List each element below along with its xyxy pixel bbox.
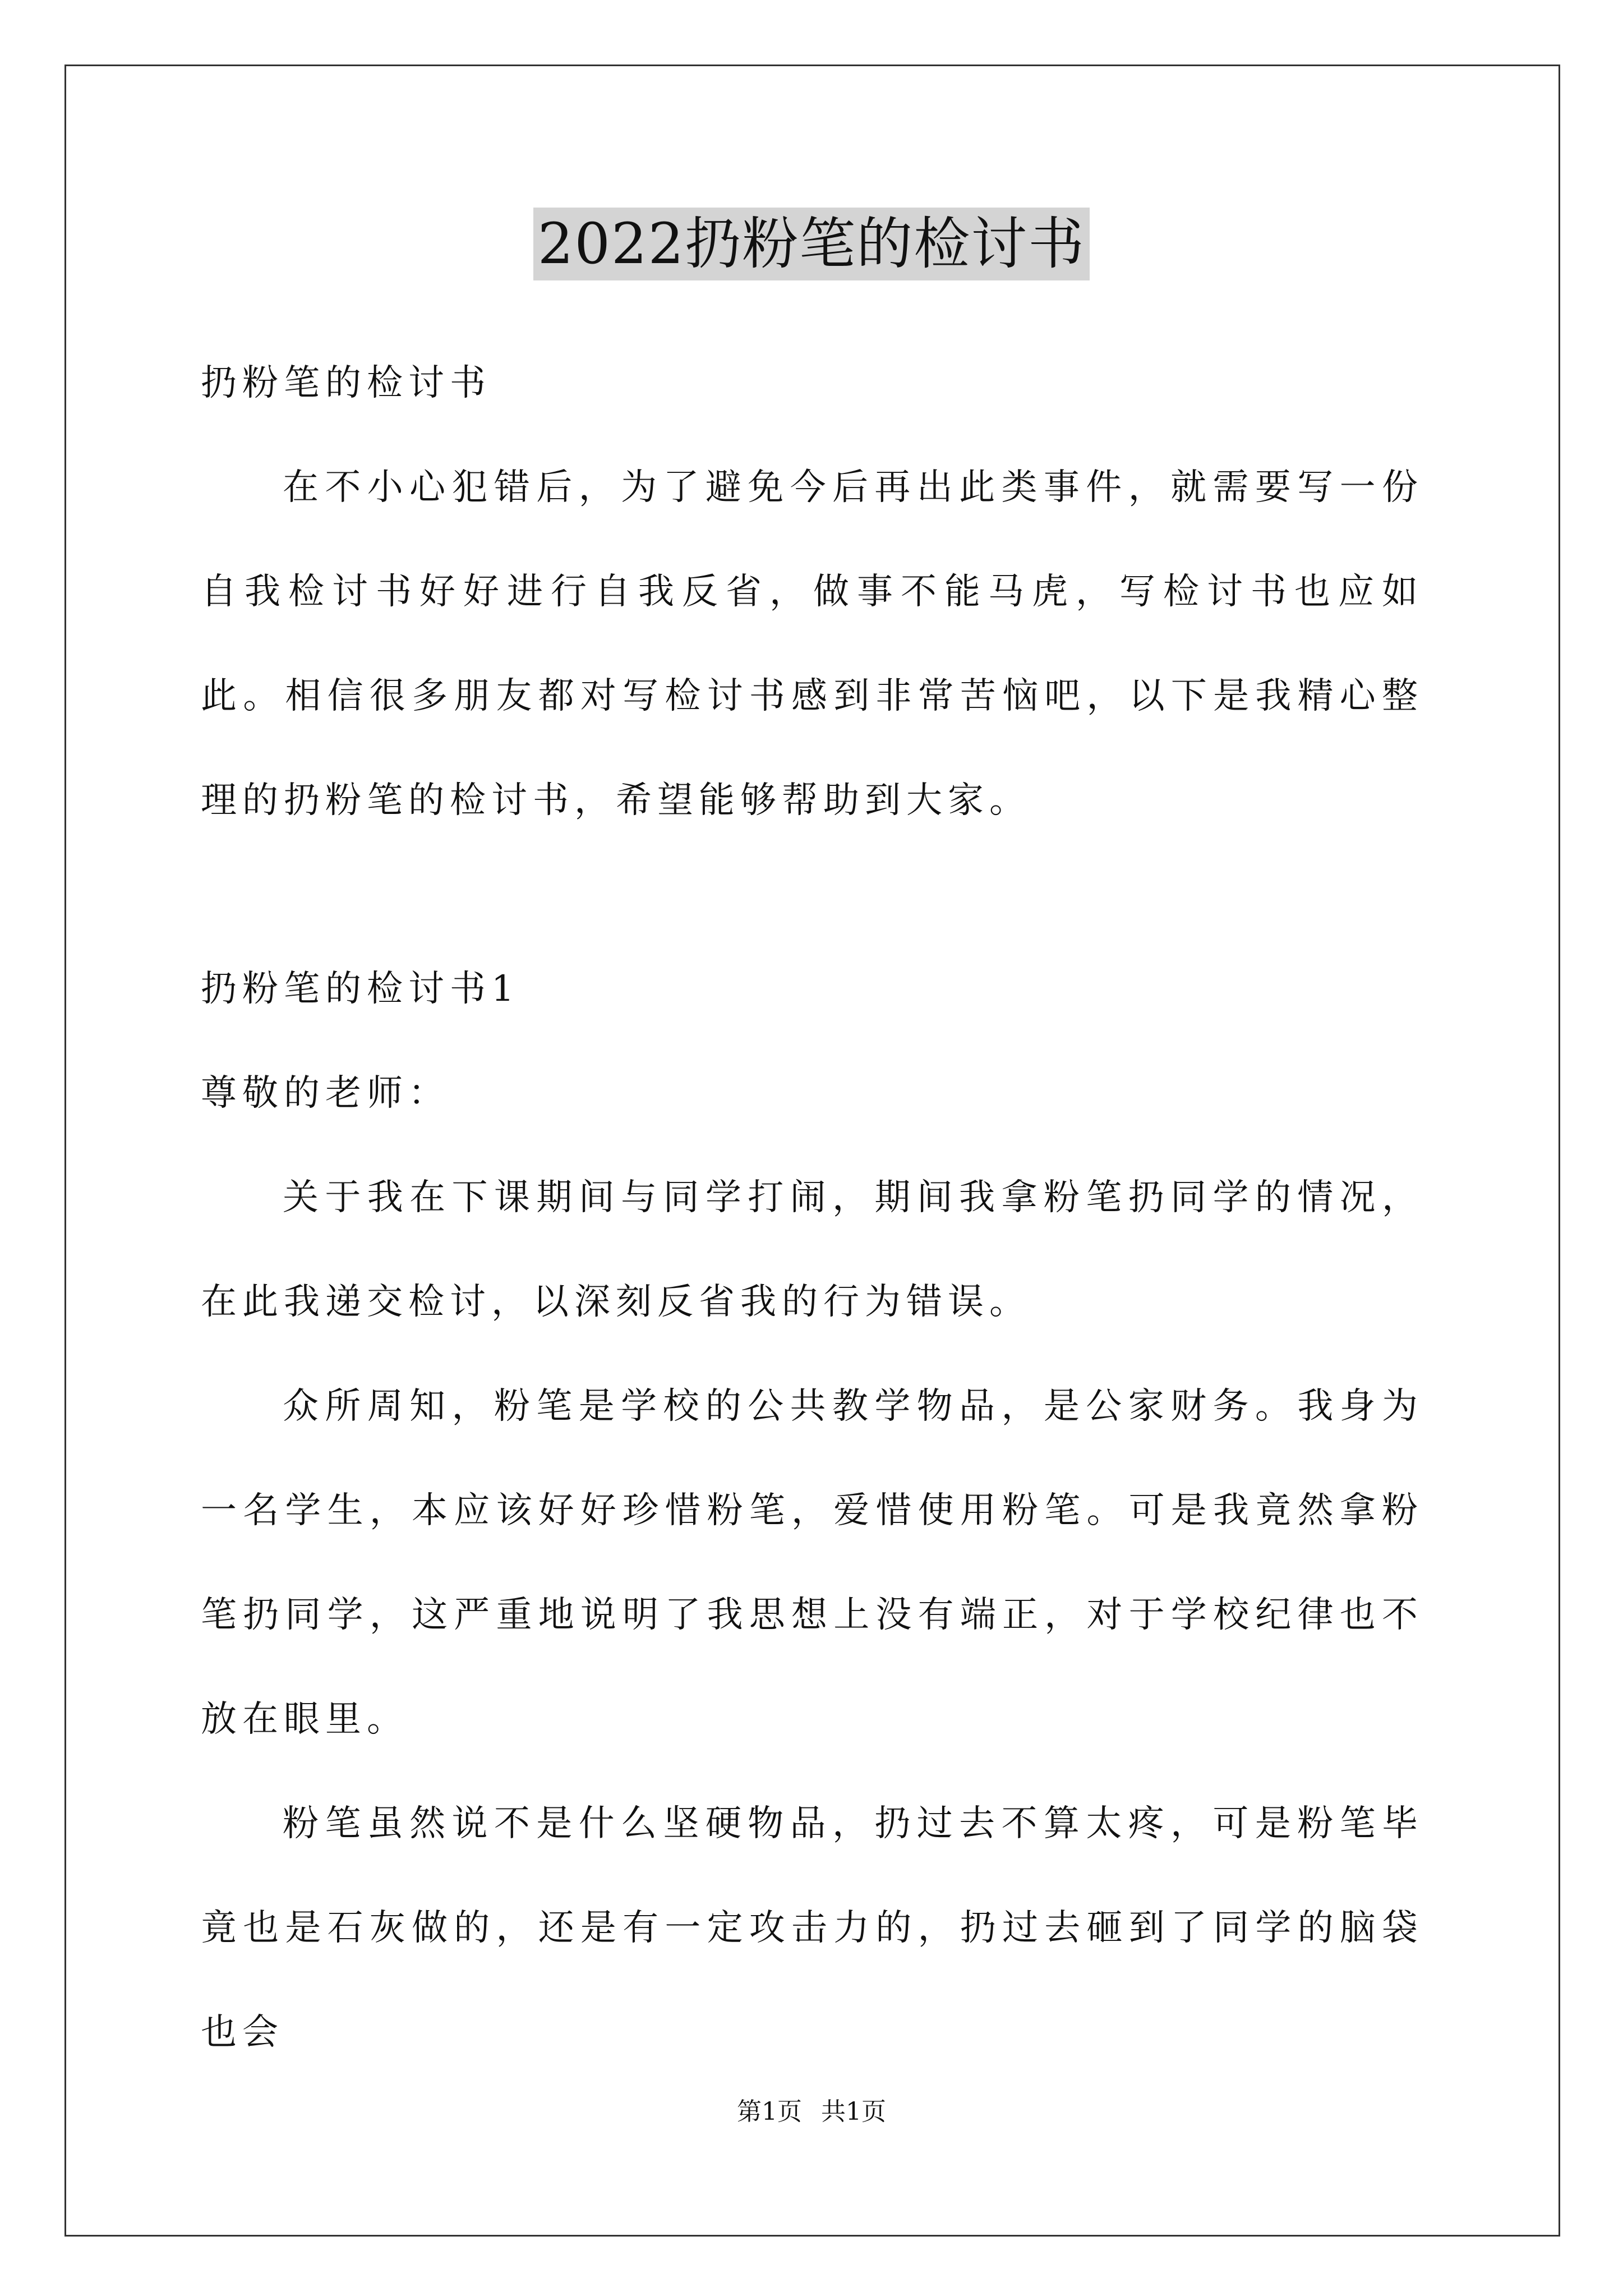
body-paragraph-3: 粉笔虽然说不是什么坚硬物品，扔过去不算太疼，可是粉笔毕竟也是石灰做的，还是有一定攻击力的，扔过去砸到了同学的脑袋也会	[201, 1803, 1423, 2053]
body-paragraph-2: 众所周知，粉笔是学校的公共教学物品，是公家财务。我身为一名学生，本应该好好珍惜粉笔，爱惜使用粉笔。可是我竟然拿粉笔扔同学，这严重地说明了我思想上没有端正，对于学校纪律也不放在眼里。	[201, 1386, 1423, 1740]
page-footer	[0, 2095, 1623, 2129]
intro-paragraph: 在不小心犯错后，为了避免今后再出此类事件，就需要写一份自我检讨书好好进行自我反省，做事不能马虎，写检讨书也应如此。相信很多朋友都对写检讨书感到非常苦恼吧，以下是我精心整理的扔粉笔的检讨书，希望能够帮助到大家。	[201, 467, 1423, 821]
section-heading: 扔粉笔的检讨书	[201, 362, 491, 404]
salutation: 尊敬的老师：	[201, 1073, 450, 1114]
body-paragraph-1: 关于我在下课期间与同学打闹，期间我拿粉笔扔同学的情况，在此我递交检讨，以深刻反省我的行为错误。	[201, 1177, 1423, 1323]
title-container	[0, 208, 1623, 280]
document-title: 2022扔粉笔的检讨书	[533, 208, 1090, 280]
page-number: 第1页	[737, 2097, 802, 2126]
letter-heading: 扔粉笔的检讨书1	[201, 968, 520, 1010]
page-total: 共1页	[821, 2097, 886, 2126]
